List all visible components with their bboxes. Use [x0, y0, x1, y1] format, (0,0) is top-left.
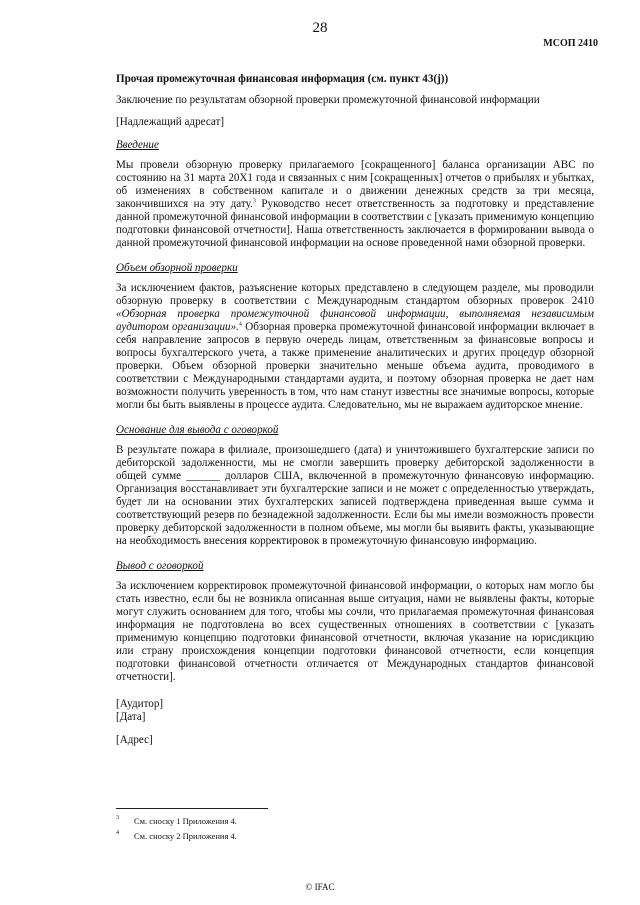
- conclusion-title: Вывод с оговоркой: [116, 560, 204, 572]
- scope-paragraph: [116, 282, 594, 412]
- copyright-footer: © IFAC: [305, 882, 335, 892]
- date-placeholder: [Дата]: [116, 711, 146, 723]
- section-heading: Прочая промежуточная финансовая информация (см. пункт 43(j)): [116, 73, 449, 85]
- basis-paragraph: В результате пожара в филиале, произошедшего (дата) и уничтожившего бухгалтерские записи по дебиторской задолженности, мы не смогли завершить проверку дебиторской задолженности в общей сумме ______ долларов США, включенной в промежуточную финансовую информацию. Организация восстанавливает эти бухгалтерские записи и не может с определенностью утверждать, будет ли на основании этих бухгалтерских записей подтверждена приведенная выше сумма и соответствующий резерв по безнадежной задолженности. Если бы мы имели возможность провести проверку дебиторской задолженности в полном объеме, мы могли бы выявить факты, указывающие на необходимость внесения корректировок в промежуточную финансовую информацию.: [116, 444, 594, 547]
- basis-title: Основание для вывода с оговоркой: [116, 424, 279, 436]
- conclusion-paragraph: За исключением корректировок промежуточной финансовой информации, о которых нам могло бы стать известно, если бы не возникла описанная выше ситуация, нами не выявлены факты, которые могут служить основанием для того, чтобы мы сочли, что прилагаемая промежуточная финансовая информация не подготовлена во всех существенных отношениях в соответствии с [указать применимую концепцию подготовки финансовой отчетности, включая указание на юрисдикцию или страну происхождения концепции подготовки финансовой отчетности, если концепция подготовки финансовой отчетности отличается от Международных стандартов финансовой отчетности].: [116, 580, 594, 683]
- scope-standard-title: «Обзорная проверка промежуточной финансовой информации, выполняемая независимым аудитором организации».: [116, 308, 594, 333]
- footnote-number: 3: [116, 815, 119, 821]
- document-body: [116, 73, 594, 747]
- intro-text-1: Мы провели обзорную проверку прилагаемого [сокращенного] баланса организации ABC по состоянию на 31 марта 20X1 года и связанных с ним [сокращенных] отчетов о прибылях и убытках, об изменениях в собственном капитале и о движении денежных средств за три месяца, закончившихся на эту дату.: [116, 159, 594, 210]
- address-placeholder: [Адрес]: [116, 734, 153, 746]
- intro-text-2: Руководство несет ответственность за подготовку и представление данной промежуточной финансовой информации в соответствии с [указать применимую концепцию подготовки финансовой отчетности]. Наша ответственность заключается в формировании вывода о данной промежуточной финансовой информации на основе проведенной нами обзорной проверки.: [116, 198, 594, 249]
- auditor-placeholder: [Аудитор]: [116, 698, 164, 710]
- scope-title: Объем обзорной проверки: [116, 262, 238, 274]
- report-title: Заключение по результатам обзорной проверки промежуточной финансовой информации: [116, 94, 540, 106]
- intro-paragraph: [116, 159, 594, 250]
- scope-text-2: Обзорная проверка промежуточной финансовой информации включает в себя направление запросов в первую очередь лицам, ответственным за финансовые вопросы и вопросы бухгалтерского учета, а также применение аналитических и других процедур обзорной проверки. Объем обзорной проверки значительно меньше объема аудита, проводимого в соответствии с Международными стандартами аудита, и поэтому обзорная проверка не дает нам возможности получить уверенность в том, что нам станут известны все значимые вопросы, которые могли бы быть выявлены в процессе аудита. Следовательно, мы не выражаем аудиторское мнение.: [116, 321, 595, 411]
- footnote-ref-3: 3: [252, 198, 256, 205]
- signature-block: [116, 698, 594, 747]
- scope-text-1: За исключением фактов, разъяснение которых представлено в следующем разделе, мы проводили обзорную проверку в соответствии с Международным стандартом обзорных проверок 2410: [116, 282, 594, 307]
- page-number: 28: [312, 20, 328, 36]
- intro-title: Введение: [116, 139, 159, 151]
- footnote: [116, 830, 237, 843]
- addressee: [Надлежащий адресат]: [116, 116, 225, 128]
- footnote: [116, 815, 237, 828]
- footnote-text: См. сноску 1 Приложения 4.: [134, 816, 237, 826]
- footnotes: [116, 815, 237, 845]
- footnote-divider: [116, 808, 268, 809]
- footnote-text: См. сноску 2 Приложения 4.: [134, 831, 237, 841]
- footnote-number: 4: [116, 830, 119, 836]
- footnote-ref-4: 4: [238, 321, 242, 328]
- standard-code: МСОП 2410: [543, 38, 598, 49]
